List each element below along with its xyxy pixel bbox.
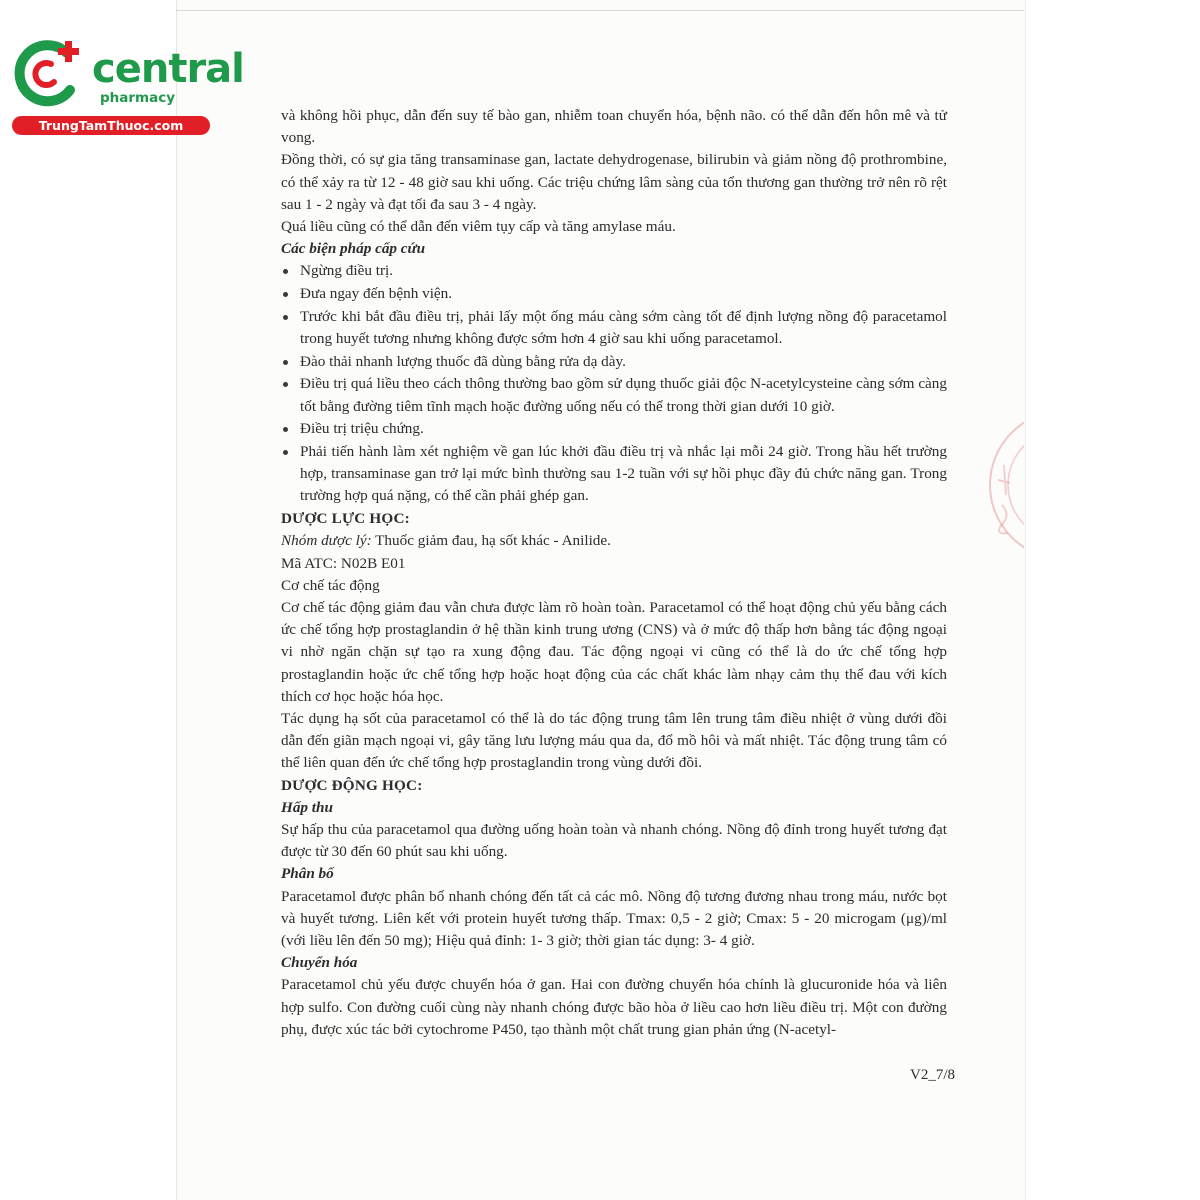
mechanism-paragraph-2: Tác dụng hạ sốt của paracetamol có thể là do tác động trung tâm lên trung tâm điều nhiệt ở vùng dưới đồi dẫn đến giãn mạch ngoại vi, gây tăng lưu lượng máu qua da, đổ mồ hôi và mất nhiệt. Tác động trung tâm có thể liên quan đến ức chế tổng hợp prostaglandin trong vùng dưới đồi. — [281, 709, 947, 772]
absorption-heading: Hấp thu — [281, 798, 333, 816]
logo-brand-name: central — [92, 46, 244, 92]
bullet-icon — [283, 450, 288, 455]
metabolism-paragraph: Paracetamol chủ yếu được chuyển hóa ở gan. Hai con đường chuyển hóa chính là glucuronide hóa và liên hợp sulfo. Con đường cuối cùng này nhanh chóng được bão hòa ở liều cao hơn liều điều trị. Một con đường phụ, được xúc tác bởi cytochrome P450, tạo thành một chất trung gian phản ứng (N-acetyl- — [281, 976, 947, 1038]
bullet-icon — [283, 427, 288, 432]
emergency-list — [281, 260, 947, 507]
pharmacologic-group-label: Nhóm dược lý: — [281, 532, 372, 550]
list-item — [281, 306, 947, 350]
pharmacologic-group — [281, 530, 947, 552]
logo-brand-subtitle: pharmacy — [100, 90, 176, 106]
mechanism-heading: Cơ chế tác động — [281, 576, 380, 594]
scan-edge-line — [176, 10, 1024, 11]
document-body — [281, 105, 947, 1041]
list-item-text: Đào thải nhanh lượng thuốc đã dùng bằng rửa dạ dày. — [300, 352, 626, 370]
bullet-icon — [283, 382, 288, 387]
pharmacodynamics-heading: DƯỢC LỰC HỌC: — [281, 510, 410, 528]
logo-website-banner: TrungTamThuoc.com — [12, 116, 210, 135]
list-item-text: Điều trị triệu chứng. — [300, 420, 424, 438]
logo-mark-icon — [10, 38, 90, 114]
list-item-text: Phải tiến hành làm xét nghiệm về gan lúc khởi đầu điều trị và nhắc lại mỗi 24 giờ. Trong hầu hết trường hợp, transaminase gan trở lại mức bình thường sau 1-2 tuần với sự hồi phục đầy đủ chức năng gan. Trong trường hợp quá nặng, có thể cần phải ghép gan. — [300, 443, 947, 505]
page-number: V2_7/8 — [910, 1067, 955, 1083]
distribution-paragraph: Paracetamol được phân bố nhanh chóng đến tất cả các mô. Nồng độ tương đương nhau trong máu, nước bọt và huyết tương. Liên kết với protein huyết tương thấp. Tmax: 0,5 - 2 giờ; Cmax: 5 - 20 microgam (μg)/ml (với liều lên đến 50 mg); Hiệu quả đỉnh: 1- 3 giờ; thời gian tác dụng: 3- 4 giờ. — [281, 887, 947, 950]
list-item — [281, 351, 947, 373]
list-item — [281, 283, 947, 305]
mechanism-paragraph-1: Cơ chế tác động giảm đau vẫn chưa được làm rõ hoàn toàn. Paracetamol có thể hoạt động chủ yếu bằng cách ức chế tổng hợp prostaglandin ở hệ thần kinh trung ương (CNS) và ở mức độ thấp hơn bằng tác động ngoại vi nhờ ngăn chặn sự tạo ra xung động đau. Tác động ngoại vi cũng có thể là do ức chế tổng hợp prostaglandin hoặc ức chế tổng hợp hoặc hoạt động của các chất khác làm nhạy cảm thụ thể đau với kích thích cơ học hoặc hóa học. — [281, 598, 947, 705]
absorption-paragraph: Sự hấp thu của paracetamol qua đường uống hoàn toàn và nhanh chóng. Nồng độ đỉnh trong huyết tương đạt được từ 30 đến 60 phút sau khi uống. — [281, 821, 947, 861]
metabolism-heading: Chuyển hóa — [281, 954, 358, 972]
pharmacokinetics-heading: DƯỢC ĐỘNG HỌC: — [281, 776, 423, 794]
list-item-text: Ngừng điều trị. — [300, 262, 394, 280]
bullet-icon — [283, 292, 288, 297]
central-pharmacy-logo — [10, 38, 244, 138]
bullet-icon — [283, 315, 288, 320]
list-item — [281, 418, 947, 440]
red-stamp-fragment — [984, 405, 1024, 565]
list-item — [281, 373, 947, 417]
pharmacologic-group-value: Thuốc giảm đau, hạ sốt khác - Anilide. — [375, 532, 611, 550]
emergency-heading: Các biện pháp cấp cứu — [281, 240, 426, 258]
distribution-heading: Phân bố — [281, 865, 334, 883]
list-item — [281, 441, 947, 508]
bullet-icon — [283, 360, 288, 365]
list-item-text: Điều trị quá liều theo cách thông thường bao gồm sử dụng thuốc giải độc N-acetylcysteine càng sớm càng tốt bằng đường tiêm tĩnh mạch hoặc đường uống nếu có thể trong thời gian dưới 10 giờ. — [300, 375, 947, 415]
bullet-icon — [283, 269, 288, 274]
list-item-text: Trước khi bắt đầu điều trị, phải lấy một ống máu càng sớm càng tốt để định lượng nồng độ paracetamol trong huyết tương nhưng không được sớm hơn 4 giờ sau khi uống paracetamol. — [300, 307, 947, 348]
intro-paragraph-3: Quá liều cũng có thể dẫn đến viêm tụy cấp và tăng amylase máu. — [281, 218, 676, 236]
list-item — [281, 260, 947, 282]
list-item-text: Đưa ngay đến bệnh viện. — [300, 285, 453, 303]
intro-paragraph-2: Đồng thời, có sự gia tăng transaminase gan, lactate dehydrogenase, bilirubin và giảm nồng độ prothrombine, có thể xảy ra từ 12 - 48 giờ sau khi uống. Các triệu chứng lâm sàng của tổn thương gan thường trở nên rõ rệt sau 1 - 2 ngày và đạt tối đa sau 3 - 4 ngày. — [281, 151, 947, 213]
atc-code: Mã ATC: N02B E01 — [281, 554, 406, 572]
intro-paragraph-1: và không hồi phục, dẫn đến suy tế bào gan, nhiễm toan chuyển hóa, bệnh não. có thể dẫn đến hôn mê và tử vong. — [281, 107, 947, 147]
